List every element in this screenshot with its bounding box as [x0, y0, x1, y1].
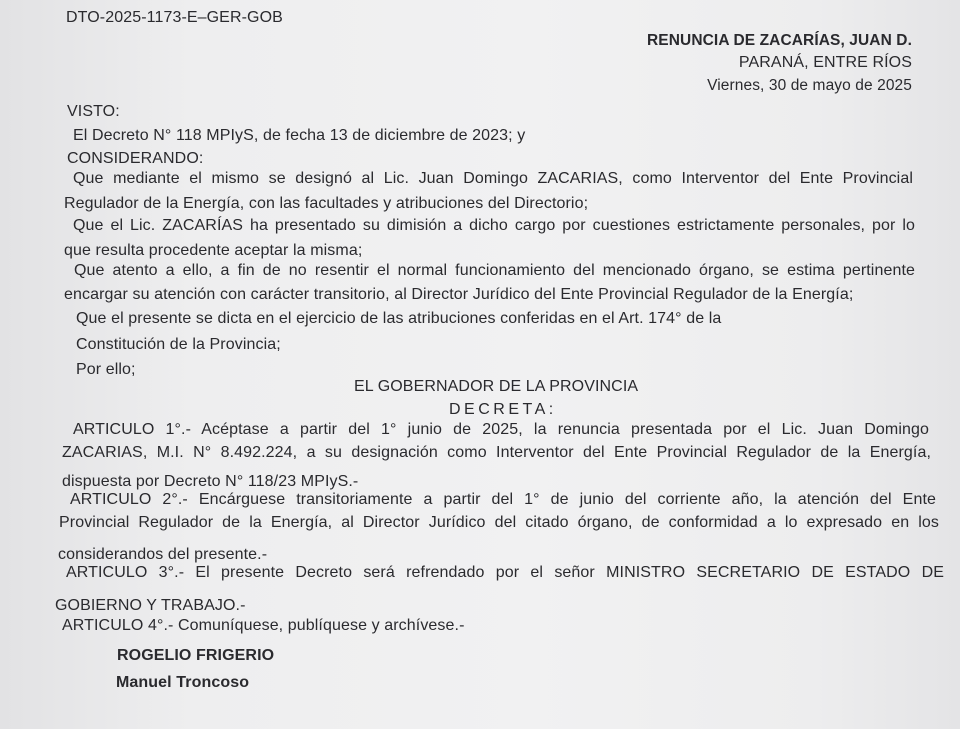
visto-label: VISTO:	[67, 103, 120, 120]
por-ello: Por ello;	[76, 361, 136, 378]
document-subject: RENUNCIA DE ZACARÍAS, JUAN D.	[647, 32, 912, 49]
signature-governor: ROGELIO FRIGERIO	[117, 647, 275, 664]
considerando-paragraph-2-line-1: Que el Lic. ZACARÍAS ha presentado su dimisión a dicho cargo por cuestiones estrictamente personales, por lo	[73, 217, 915, 234]
article-4-line-1: ARTICULO 4°.- Comuníquese, publíquese y archívese.-	[62, 617, 465, 634]
decreta-heading: DECRETA:	[449, 401, 557, 418]
article-1-line-3: dispuesta por Decreto N° 118/23 MPIyS.-	[62, 473, 359, 490]
considerando-paragraph-1-line-2: Regulador de la Energía, con las facultades y atribuciones del Directorio;	[64, 195, 589, 212]
article-3-line-2: GOBIERNO Y TRABAJO.-	[55, 597, 246, 614]
considerando-paragraph-3-line-2: encargar su atención con carácter transitorio, al Director Jurídico del Ente Provincial Regulador de la Energía;	[64, 286, 854, 303]
governor-heading: EL GOBERNADOR DE LA PROVINCIA	[354, 378, 639, 395]
visto-text: El Decreto N° 118 MPIyS, de fecha 13 de diciembre de 2023; y	[73, 127, 526, 144]
considerando-paragraph-4-line-1: Que el presente se dicta en el ejercicio de las atribuciones conferidas en el Art. 174° de la	[76, 310, 722, 327]
considerando-label: CONSIDERANDO:	[67, 150, 204, 167]
document-date: Viernes, 30 de mayo de 2025	[707, 77, 912, 94]
article-1-line-2: ZACARIAS, M.I. N° 8.492.224, a su designación como Interventor del Ente Provincial Regulador de la Energía,	[62, 444, 931, 461]
considerando-paragraph-2-line-2: que resulta procedente aceptar la misma;	[64, 242, 363, 259]
article-3-line-1: ARTICULO 3°.- El presente Decreto será refrendado por el señor MINISTRO SECRETARIO DE ESTADO DE	[66, 564, 944, 581]
article-2-line-1: ARTICULO 2°.- Encárguese transitoriamente a partir del 1° de junio del corriente año, la atención del Ente	[70, 491, 936, 508]
considerando-paragraph-3-line-1: Que atento a ello, a fin de no resentir el normal funcionamiento del mencionado órgano, se estima pertinente	[74, 262, 915, 279]
document-place: PARANÁ, ENTRE RÍOS	[738, 54, 912, 71]
article-2-line-3: considerandos del presente.-	[58, 546, 268, 563]
considerando-paragraph-1-line-1: Que mediante el mismo se designó al Lic. Juan Domingo ZACARIAS, como Interventor del Ente Provincial	[73, 170, 913, 187]
considerando-paragraph-4-line-2: Constitución de la Provincia;	[76, 336, 281, 353]
article-1-line-1: ARTICULO 1°.- Acéptase a partir del 1° junio de 2025, la renuncia presentada por el Lic. Juan Domingo	[73, 421, 929, 438]
signature-minister: Manuel Troncoso	[116, 674, 250, 691]
document-id: DTO-2025-1173-E–GER-GOB	[66, 9, 283, 26]
article-2-line-2: Provincial Regulador de la Energía, al Director Jurídico del citado órgano, de conformidad a lo expresado en los	[59, 514, 939, 531]
